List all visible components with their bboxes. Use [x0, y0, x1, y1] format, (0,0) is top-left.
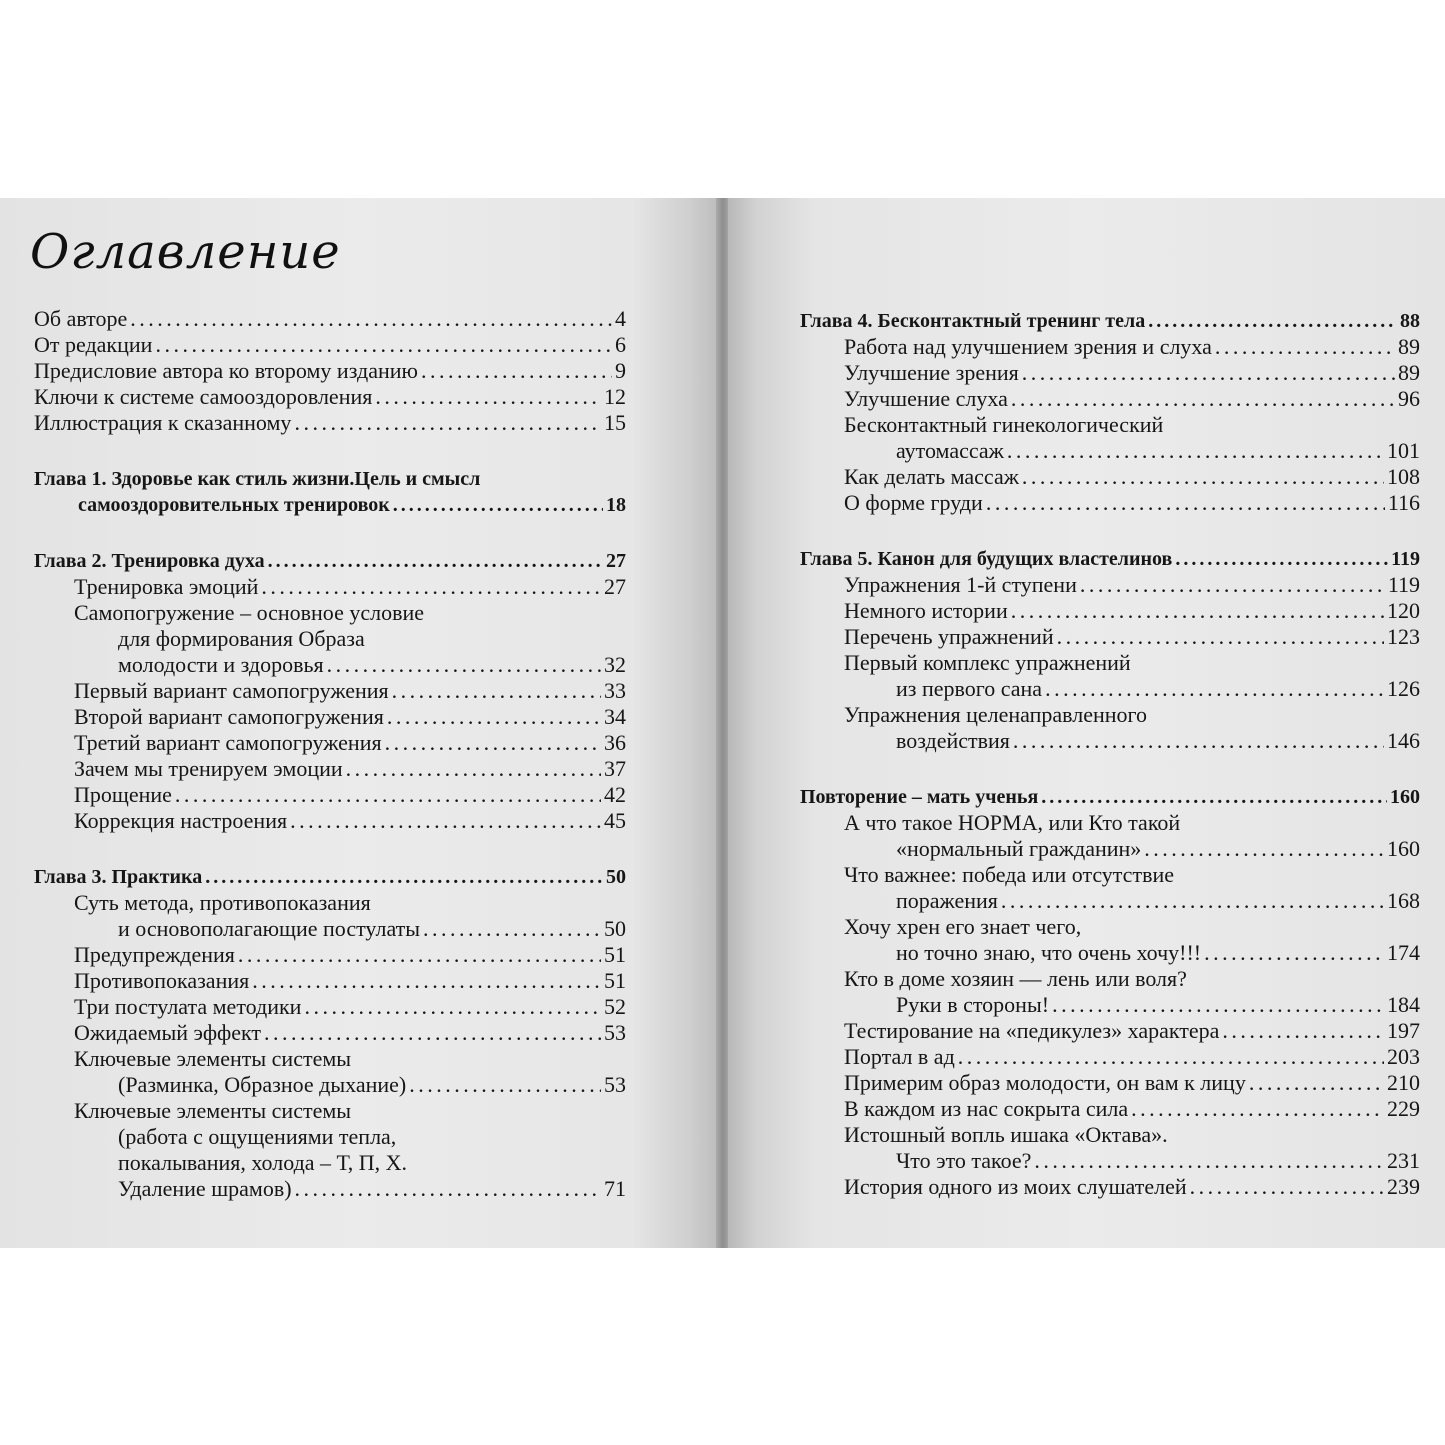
entry-page: 88 [1400, 310, 1420, 332]
entry-label: Истошный вопль ишака «Октава». [844, 1122, 1168, 1147]
entry-label: Три постулата методики [74, 994, 302, 1019]
entry-label: Первый комплекс упражнений [844, 650, 1131, 675]
entry-label: Бесконтактный гинекологический [844, 412, 1164, 437]
entry-label: Первый вариант самопогружения [74, 678, 389, 703]
entry-label: Иллюстрация к сказанному [34, 410, 292, 435]
entry-page: 108 [1387, 464, 1420, 489]
toc-entry [800, 334, 1420, 360]
dot-leader [205, 864, 603, 890]
toc-entry [34, 730, 626, 756]
entry-label: Немного истории [844, 598, 1008, 623]
toc-entry [34, 704, 626, 730]
entry-label: (Разминка, Образное дыхание) [118, 1072, 407, 1097]
dot-leader [1022, 360, 1395, 386]
dot-leader [264, 1020, 601, 1046]
entry-label: История одного из моих слушателей [844, 1174, 1187, 1199]
spacer [800, 754, 1420, 784]
toc-title: Оглавление [30, 224, 341, 280]
toc-entry [34, 968, 626, 994]
entry-label: Упражнения целенаправленного [844, 702, 1148, 727]
dot-leader [1013, 728, 1384, 754]
entry-label: Как делать массаж [844, 464, 1019, 489]
entry-label: Второй вариант самопогружения [74, 704, 384, 729]
chapter-entry [800, 546, 1420, 572]
dot-leader [238, 942, 601, 968]
toc-entry [800, 572, 1420, 598]
dot-leader [986, 490, 1385, 516]
entry-label: Ключевые элементы системы [74, 1046, 352, 1071]
entry-page: 184 [1387, 992, 1420, 1017]
dot-leader [1057, 624, 1384, 650]
entry-label: Предисловие автора ко второму изданию [34, 358, 418, 383]
toc-left [34, 306, 626, 1202]
spacer [34, 436, 626, 466]
dot-leader [421, 358, 612, 384]
toc-entry [34, 756, 626, 782]
entry-label: для формирования Образа [118, 626, 365, 651]
entry-page: 120 [1387, 598, 1420, 623]
dot-leader [130, 306, 612, 332]
right-page [728, 198, 1445, 1248]
dot-leader [1175, 546, 1388, 572]
entry-page: 96 [1398, 386, 1420, 411]
entry-label: Улучшение зрения [844, 360, 1019, 385]
entry-label: Предупреждения [74, 942, 235, 967]
dot-leader [393, 492, 603, 518]
dot-leader [346, 756, 601, 782]
dot-leader [1148, 308, 1397, 334]
entry-page: 52 [604, 994, 626, 1019]
left-page [0, 198, 718, 1248]
toc-entry [34, 942, 626, 968]
dot-leader [175, 782, 601, 808]
toc-entry [34, 410, 626, 436]
dot-leader [1215, 334, 1395, 360]
entry-label: самооздоровительных тренировок [78, 494, 390, 516]
entry-page: 34 [604, 704, 626, 729]
toc-entry [800, 728, 1420, 754]
entry-label: Глава 5. Канон для будущих властелинов [800, 548, 1173, 570]
dot-leader [387, 704, 601, 730]
entry-label: Руки в стороны! [896, 992, 1050, 1017]
entry-page: 197 [1387, 1018, 1420, 1043]
entry-label: аутомассаж [896, 438, 1004, 463]
toc-entry [34, 332, 626, 358]
entry-page: 51 [604, 968, 626, 993]
dot-leader [1045, 676, 1384, 702]
entry-page: 53 [604, 1020, 626, 1045]
entry-label: От редакции [34, 332, 153, 357]
chapter-entry [34, 864, 626, 890]
spacer [800, 516, 1420, 546]
entry-page: 32 [604, 652, 626, 677]
book-spread [0, 198, 1445, 1248]
toc-entry [800, 490, 1420, 516]
entry-label: Повторение – мать ученья [800, 786, 1039, 808]
entry-label: «нормальный гражданин» [896, 836, 1142, 861]
entry-page: 160 [1387, 836, 1420, 861]
dot-leader [1144, 836, 1384, 862]
entry-page: 231 [1387, 1148, 1420, 1173]
entry-label: Кто в доме хозяин — лень или воля? [844, 966, 1187, 991]
entry-label: А что такое НОРМА, или Кто такой [844, 810, 1181, 835]
entry-page: 210 [1387, 1070, 1420, 1095]
dot-leader [295, 1176, 601, 1202]
entry-page: 116 [1387, 490, 1420, 515]
entry-page: 37 [604, 756, 626, 781]
dot-leader [409, 1072, 601, 1098]
entry-page: 51 [604, 942, 626, 967]
entry-page: 18 [606, 494, 626, 516]
entry-page: 160 [1390, 786, 1420, 808]
toc-entry [34, 1020, 626, 1046]
dot-leader [1001, 888, 1384, 914]
spacer [34, 834, 626, 864]
dot-leader [958, 1044, 1384, 1070]
toc-entry [800, 1044, 1420, 1070]
entry-label: Ожидаемый эффект [74, 1020, 262, 1045]
toc-entry [800, 360, 1420, 386]
entry-label: Улучшение слуха [844, 386, 1008, 411]
toc-entry [34, 384, 626, 410]
entry-page: 50 [606, 866, 626, 888]
toc-entry [800, 676, 1420, 702]
dot-leader [155, 332, 612, 358]
toc-entry [34, 994, 626, 1020]
entry-label: Третий вариант самопогружения [74, 730, 382, 755]
entry-label: О форме груди [844, 490, 983, 515]
entry-page: 50 [604, 916, 626, 941]
entry-label: Ключи к системе самооздоровления [34, 384, 373, 409]
dot-leader [1041, 784, 1387, 810]
toc-entry [34, 1176, 626, 1202]
entry-label: Хочу хрен его знает чего, [844, 914, 1082, 939]
dot-leader [1007, 438, 1384, 464]
chapter-heading: Глава 1. Здоровье как стиль жизни.Цель и смысл [34, 468, 481, 490]
dot-leader [252, 968, 601, 994]
toc-entry [34, 358, 626, 384]
spacer [34, 518, 626, 548]
entry-label: Глава 3. Практика [34, 866, 203, 888]
entry-page: 71 [604, 1176, 626, 1201]
entry-label: Что важнее: победа или отсутствие [844, 862, 1174, 887]
chapter-entry [800, 308, 1420, 334]
entry-label: Работа над улучшением зрения и слуха [844, 334, 1212, 359]
entry-label: Глава 4. Бесконтактный тренинг тела [800, 310, 1146, 332]
dot-leader [375, 384, 601, 410]
toc-entry [34, 916, 626, 942]
entry-label: Коррекция настроения [74, 808, 288, 833]
toc-entry [800, 836, 1420, 862]
entry-page: 203 [1387, 1044, 1420, 1069]
entry-page: 174 [1387, 940, 1420, 965]
chapter-entry [34, 492, 626, 518]
toc-entry [34, 1072, 626, 1098]
toc-entry [800, 940, 1420, 966]
toc-entry [800, 1096, 1420, 1122]
entry-page: 239 [1387, 1174, 1420, 1199]
entry-page: 53 [604, 1072, 626, 1097]
dot-leader [268, 548, 603, 574]
entry-page: 126 [1387, 676, 1420, 701]
chapter-entry [800, 784, 1420, 810]
entry-page: 89 [1398, 360, 1420, 385]
entry-label: Противопоказания [74, 968, 250, 993]
dot-leader [1011, 598, 1384, 624]
toc-entry [34, 808, 626, 834]
dot-leader [1204, 940, 1384, 966]
dot-leader [423, 916, 601, 942]
entry-label: Удаление шрамов) [118, 1176, 292, 1201]
entry-page: 15 [604, 410, 626, 435]
toc-entry [800, 464, 1420, 490]
toc-entry [800, 386, 1420, 412]
entry-label: из первого сана [896, 676, 1043, 701]
dot-leader [304, 994, 601, 1020]
chapter-entry [34, 548, 626, 574]
dot-leader [1222, 1018, 1384, 1044]
toc-entry [800, 438, 1420, 464]
entry-label: Тестирование на «педикулез» характера [844, 1018, 1220, 1043]
entry-page: 33 [604, 678, 626, 703]
entry-page: 9 [615, 358, 626, 383]
dot-leader [1080, 572, 1385, 598]
dot-leader [1190, 1174, 1384, 1200]
entry-label: Портал в ад [844, 1044, 955, 1069]
entry-label: Зачем мы тренируем эмоции [74, 756, 343, 781]
entry-label: Суть метода, противопоказания [74, 890, 371, 915]
entry-page: 101 [1387, 438, 1420, 463]
entry-label: Упражнения 1-й ступени [844, 572, 1077, 597]
dot-leader [327, 652, 601, 678]
entry-label: Об авторе [34, 306, 128, 331]
dot-leader [1022, 464, 1384, 490]
entry-label: Перечень упражнений [844, 624, 1054, 649]
entry-label: Прощение [74, 782, 172, 807]
dot-leader [385, 730, 601, 756]
entry-page: 12 [604, 384, 626, 409]
toc-right [800, 308, 1420, 1200]
entry-page: 123 [1387, 624, 1420, 649]
toc-entry [800, 1018, 1420, 1044]
dot-leader [1131, 1096, 1384, 1122]
entry-page: 27 [604, 574, 626, 599]
toc-entry [34, 306, 626, 332]
entry-label: Примерим образ молодости, он вам к лицу [844, 1070, 1246, 1095]
entry-label: поражения [896, 888, 998, 913]
entry-label: Что это такое? [896, 1148, 1032, 1173]
entry-page: 36 [604, 730, 626, 755]
toc-entry [800, 1070, 1420, 1096]
dot-leader [261, 574, 601, 600]
toc-entry [800, 598, 1420, 624]
entry-page: 146 [1387, 728, 1420, 753]
dot-leader [1249, 1070, 1384, 1096]
toc-entry [800, 888, 1420, 914]
entry-label: молодости и здоровья [118, 652, 324, 677]
toc-entry [800, 1148, 1420, 1174]
toc-entry [34, 574, 626, 600]
entry-label: Глава 2. Тренировка духа [34, 550, 265, 572]
toc-entry [800, 624, 1420, 650]
dot-leader [294, 410, 601, 436]
entry-label: воздействия [896, 728, 1010, 753]
dot-leader [1011, 386, 1395, 412]
entry-label: но точно знаю, что очень хочу!!! [896, 940, 1202, 965]
entry-page: 229 [1387, 1096, 1420, 1121]
toc-entry [34, 782, 626, 808]
toc-entry [800, 992, 1420, 1018]
entry-label: Тренировка эмоций [74, 574, 259, 599]
entry-page: 45 [604, 808, 626, 833]
entry-label: Ключевые элементы системы [74, 1098, 352, 1123]
toc-entry [34, 652, 626, 678]
entry-label: Самопогружение – основное условие [74, 600, 425, 625]
dot-leader [290, 808, 601, 834]
dot-leader [1052, 992, 1384, 1018]
entry-page: 168 [1387, 888, 1420, 913]
toc-entry [34, 678, 626, 704]
entry-page: 89 [1398, 334, 1420, 359]
entry-page: 42 [604, 782, 626, 807]
entry-page: 119 [1387, 572, 1420, 597]
entry-page: 4 [615, 306, 626, 331]
entry-page: 119 [1391, 548, 1420, 570]
entry-label: покалывания, холода – Т, П, Х. [118, 1150, 408, 1175]
dot-leader [1034, 1148, 1384, 1174]
dot-leader [392, 678, 601, 704]
toc-entry [800, 1174, 1420, 1200]
entry-label: (работа с ощущениями тепла, [118, 1124, 397, 1149]
entry-page: 27 [606, 550, 626, 572]
entry-label: В каждом из нас сокрыта сила [844, 1096, 1129, 1121]
entry-label: и основополагающие постулаты [118, 916, 421, 941]
entry-page: 6 [615, 332, 626, 357]
